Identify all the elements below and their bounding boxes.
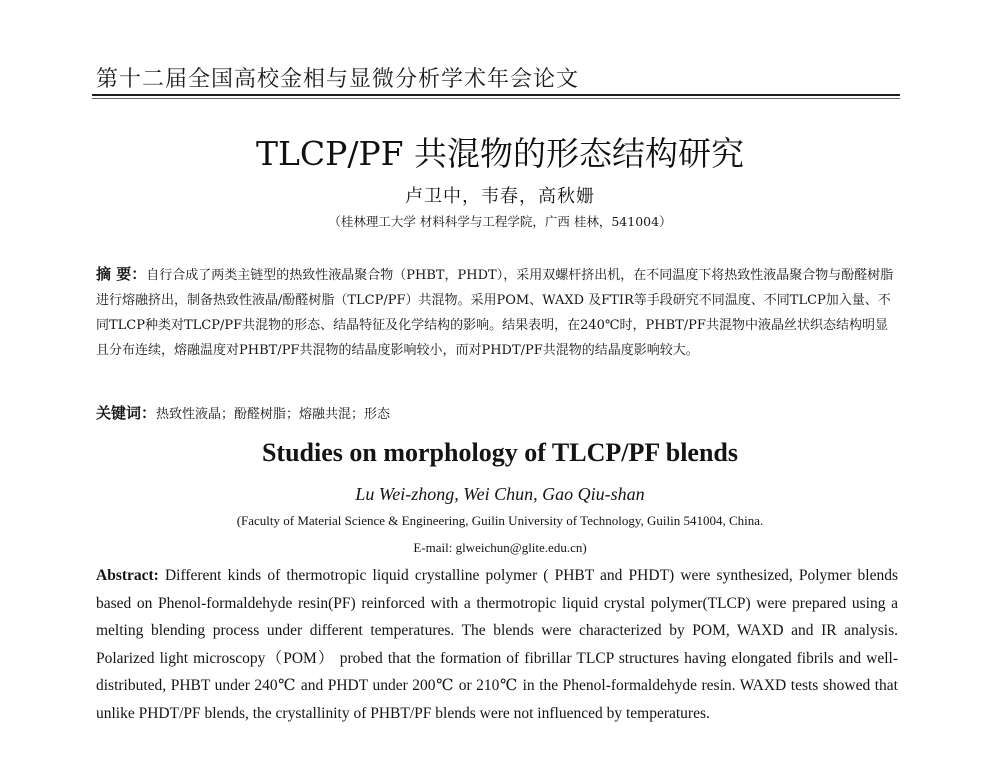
english-abstract-label: Abstract: [96,567,159,584]
chinese-keywords-label: 关键词： [96,404,157,422]
chinese-keywords-text: 热致性液晶；酚醛树脂；熔融共混；形态 [156,407,391,422]
chinese-keywords [96,401,900,427]
english-authors: Lu Wei-zhong, Wei Chun, Gao Qiu-shan [355,484,645,504]
running-header: 第十二届全国高校金相与显微分析学术年会论文 [96,67,580,92]
header-rule-thin [92,98,900,99]
chinese-authors: 卢卫中，韦春，高秋姗 [405,186,595,207]
english-email: E-mail: glweichun@glite.edu.cn) [413,540,587,555]
english-abstract [96,562,898,728]
english-abstract-text: Different kinds of thermotropic liquid crystalline polymer ( PHBT and PHDT) were synthesized, Polymer blends based on Phenol-formaldehyde resin(PF) reinforced with a thermotropic liquid crystal polymer(TLCP) were prepared using a melting blending process under different temperatures. The blends were characterized by POM, WAXD and IR analysis. Polarized light microscopy（POM） probed that the formation of fibrillar TLCP structures having elongated fibrils and well-distributed, PHBT under 240℃ and PHDT under 200℃ or 210℃ in the Phenol-formaldehyde resin. WAXD tests showed that unlike PHDT/PF blends, the crystallinity of PHBT/PF blends were not influenced by temperatures. [96,567,898,722]
header-rule [92,94,900,96]
chinese-abstract-text: 自行合成了两类主链型的热致性液晶聚合物（PHBT，PHDT），采用双螺杆挤出机，在不同温度下将热致性液晶聚合物与酚醛树脂进行熔融挤出，制备热致性液晶/酚醛树脂（TLCP/PF）共混物。采用POM、WAXD 及FTIR等手段研究不同温度、不同TLCP加入量、不同TLCP种类对TLCP/PF共混物的形态、结晶特征及化学结构的影响。结果表明，在240℃时，PHBT/PF共混物中液晶丝状织态结构明显且分布连续，熔融温度对PHBT/PF共混物的结晶度影响较小，而对PHDT/PF共混物的结晶度影响较大。 [96,268,894,358]
english-affiliation: (Faculty of Material Science & Engineering, Guilin University of Technology, Guilin 541004, China. [236,513,764,528]
chinese-affiliation: （桂林理工大学 材料科学与工程学院，广西 桂林，541004） [328,214,672,229]
chinese-abstract [96,262,900,363]
chinese-title: TLCP/PF 共混物的形态结构研究 [255,134,745,173]
chinese-abstract-label: 摘 要： [96,265,147,283]
english-title: Studies on morphology of TLCP/PF blends [261,438,739,467]
